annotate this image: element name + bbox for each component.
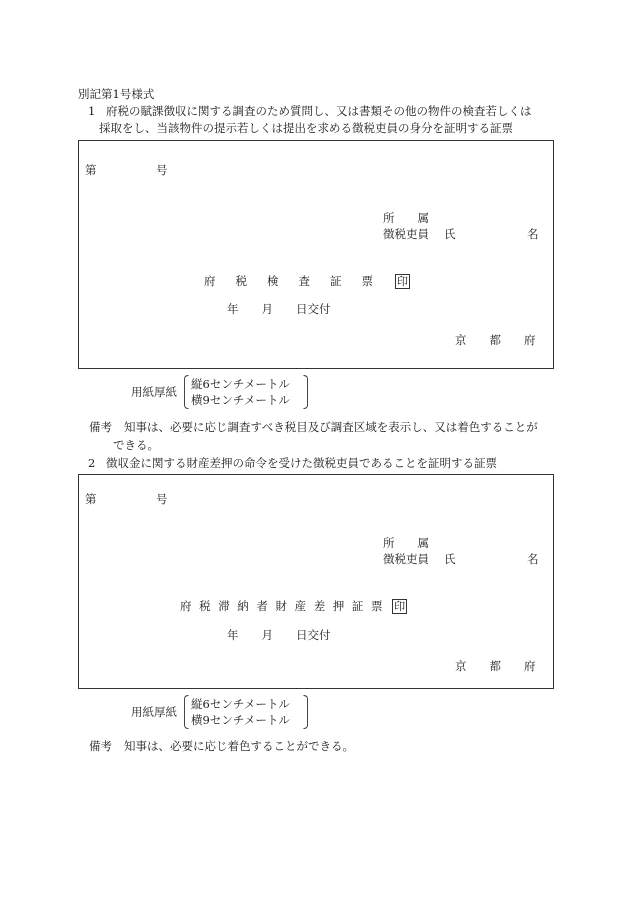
paper1-label: 用紙厚紙 bbox=[131, 385, 177, 399]
note1-label: 備考 bbox=[89, 420, 112, 434]
section1-heading-line2: 採取をし、当該物件の提示若しくは提出を求める徴税吏員の身分を証明する証票 bbox=[99, 121, 513, 135]
card2-go: 号 bbox=[156, 492, 168, 506]
card2-title-wrap bbox=[180, 599, 407, 614]
section1-number: 1 bbox=[88, 104, 96, 118]
paper1-width: 横9センチメートル bbox=[191, 393, 290, 407]
paper1-brace bbox=[183, 375, 313, 409]
paper1-height: 縦6センチメートル bbox=[191, 377, 290, 391]
card2-mei: 名 bbox=[527, 552, 539, 566]
section2-number: 2 bbox=[88, 456, 96, 470]
left-brace-icon bbox=[183, 375, 189, 409]
paper2-brace bbox=[183, 695, 313, 729]
card2-shozoku: 所 属 bbox=[383, 536, 429, 550]
section2-heading: 徴収金に関する財産差押の命令を受けた徴税吏員であることを証明する証票 bbox=[106, 456, 497, 470]
note2-line1: 知事は、必要に応じ着色することができる。 bbox=[124, 739, 354, 753]
card1-title: 府税検査証票 bbox=[204, 274, 393, 288]
seizure-card bbox=[78, 474, 554, 689]
paper2-label: 用紙厚紙 bbox=[131, 705, 177, 719]
card1-go: 号 bbox=[156, 163, 168, 177]
card2-official: 徴税吏員 bbox=[383, 552, 429, 566]
card1-title-wrap bbox=[204, 274, 410, 289]
card2-shi: 氏 bbox=[444, 552, 456, 566]
right-brace-icon bbox=[303, 695, 309, 729]
paper2-width: 横9センチメートル bbox=[191, 713, 290, 727]
card1-shi: 氏 bbox=[444, 227, 456, 241]
card1-mei: 名 bbox=[527, 227, 539, 241]
note2-label: 備考 bbox=[89, 739, 112, 753]
card2-dai: 第 bbox=[85, 492, 97, 506]
seal-icon: 印 bbox=[397, 275, 408, 288]
left-brace-icon bbox=[183, 695, 189, 729]
card1-issuer: 京 都 府 bbox=[455, 333, 536, 347]
section1-heading-line1: 府税の賦課徴収に関する調査のため質問し、又は書類その他の物件の検査若しくは bbox=[106, 104, 532, 118]
card2-issuer: 京 都 府 bbox=[455, 659, 536, 673]
right-brace-icon bbox=[303, 375, 309, 409]
card1-shozoku: 所 属 bbox=[383, 211, 429, 225]
form-label: 別記第1号様式 bbox=[78, 87, 155, 101]
card1-official: 徴税吏員 bbox=[383, 227, 429, 241]
card1-date: 年 月 日交付 bbox=[227, 302, 331, 316]
note1-line1: 知事は、必要に応じ調査すべき税目及び調査区域を表示し、又は着色することが bbox=[124, 420, 538, 434]
seal-icon: 印 bbox=[394, 600, 406, 613]
card1-dai: 第 bbox=[85, 163, 97, 177]
inspection-card bbox=[78, 140, 554, 369]
note1-line2: できる。 bbox=[113, 438, 159, 452]
card2-date: 年 月 日交付 bbox=[227, 628, 331, 642]
card2-title: 府税滞納者財産差押証票 bbox=[180, 599, 391, 613]
paper2-height: 縦6センチメートル bbox=[191, 697, 290, 711]
